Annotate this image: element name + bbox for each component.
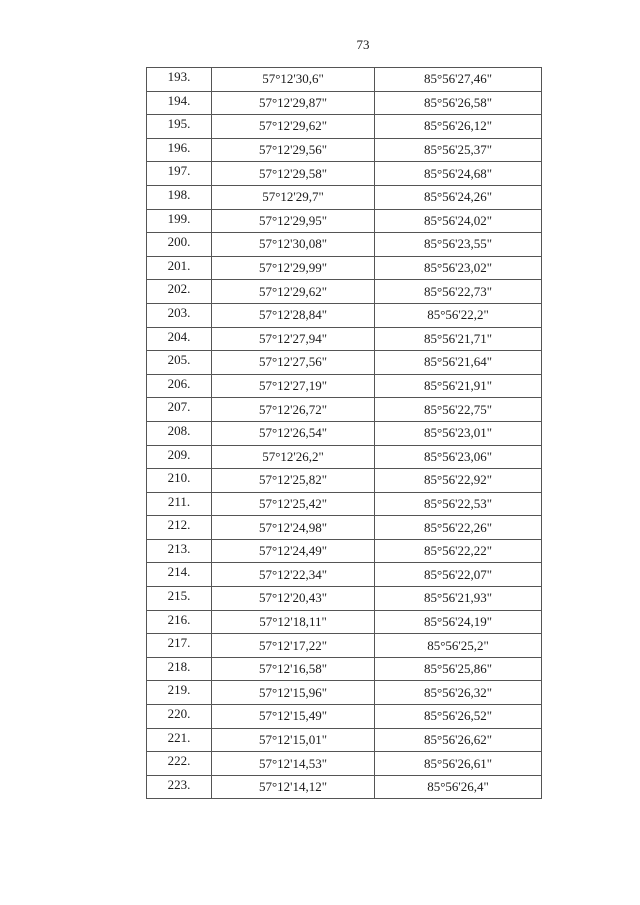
table-row: [147, 327, 542, 351]
table-row: [147, 233, 542, 257]
point-number: 193.: [147, 68, 212, 92]
table-row: [147, 115, 542, 139]
longitude-cell: 85°56'23,06": [375, 445, 542, 469]
longitude-cell: 85°56'22,92": [375, 469, 542, 493]
table-row: [147, 516, 542, 540]
longitude-cell: 85°56'21,93": [375, 587, 542, 611]
longitude-cell: 85°56'24,02": [375, 209, 542, 233]
latitude-cell: 57°12'28,84": [212, 303, 375, 327]
latitude-cell: 57°12'15,49": [212, 705, 375, 729]
table-row: [147, 256, 542, 280]
latitude-cell: 57°12'15,01": [212, 728, 375, 752]
longitude-cell: 85°56'22,22": [375, 539, 542, 563]
latitude-cell: 57°12'15,96": [212, 681, 375, 705]
point-number: 217.: [147, 634, 212, 658]
point-number: 214.: [147, 563, 212, 587]
point-number: 208.: [147, 421, 212, 445]
latitude-cell: 57°12'26,54": [212, 421, 375, 445]
latitude-cell: 57°12'29,7": [212, 185, 375, 209]
latitude-cell: 57°12'25,42": [212, 492, 375, 516]
table-row: [147, 469, 542, 493]
point-number: 202.: [147, 280, 212, 304]
table-row: [147, 681, 542, 705]
table-row: [147, 657, 542, 681]
latitude-cell: 57°12'18,11": [212, 610, 375, 634]
longitude-cell: 85°56'25,2": [375, 634, 542, 658]
point-number: 194.: [147, 91, 212, 115]
longitude-cell: 85°56'26,58": [375, 91, 542, 115]
longitude-cell: 85°56'26,4": [375, 775, 542, 799]
table-row: [147, 138, 542, 162]
longitude-cell: 85°56'23,01": [375, 421, 542, 445]
table-row: [147, 634, 542, 658]
table-row: [147, 728, 542, 752]
longitude-cell: 85°56'24,68": [375, 162, 542, 186]
longitude-cell: 85°56'21,71": [375, 327, 542, 351]
coordinates-table: [146, 67, 542, 799]
table-row: [147, 492, 542, 516]
point-number: 197.: [147, 162, 212, 186]
longitude-cell: 85°56'23,02": [375, 256, 542, 280]
latitude-cell: 57°12'29,58": [212, 162, 375, 186]
point-number: 198.: [147, 185, 212, 209]
longitude-cell: 85°56'22,75": [375, 398, 542, 422]
latitude-cell: 57°12'24,49": [212, 539, 375, 563]
point-number: 219.: [147, 681, 212, 705]
point-number: 204.: [147, 327, 212, 351]
latitude-cell: 57°12'22,34": [212, 563, 375, 587]
table-row: [147, 185, 542, 209]
table-row: [147, 162, 542, 186]
point-number: 203.: [147, 303, 212, 327]
longitude-cell: 85°56'22,26": [375, 516, 542, 540]
longitude-cell: 85°56'22,53": [375, 492, 542, 516]
table-row: [147, 303, 542, 327]
table-row: [147, 209, 542, 233]
table-row: [147, 563, 542, 587]
table-row: [147, 280, 542, 304]
point-number: 212.: [147, 516, 212, 540]
latitude-cell: 57°12'20,43": [212, 587, 375, 611]
point-number: 218.: [147, 657, 212, 681]
point-number: 222.: [147, 752, 212, 776]
longitude-cell: 85°56'26,62": [375, 728, 542, 752]
table-row: [147, 68, 542, 92]
point-number: 196.: [147, 138, 212, 162]
latitude-cell: 57°12'27,19": [212, 374, 375, 398]
table-row: [147, 398, 542, 422]
point-number: 221.: [147, 728, 212, 752]
latitude-cell: 57°12'27,94": [212, 327, 375, 351]
page-number: 73: [356, 37, 370, 52]
latitude-cell: 57°12'30,08": [212, 233, 375, 257]
longitude-cell: 85°56'26,12": [375, 115, 542, 139]
point-number: 215.: [147, 587, 212, 611]
table-row: [147, 351, 542, 375]
table-row: [147, 752, 542, 776]
latitude-cell: 57°12'29,62": [212, 115, 375, 139]
table-row: [147, 775, 542, 799]
longitude-cell: 85°56'22,73": [375, 280, 542, 304]
table-row: [147, 610, 542, 634]
latitude-cell: 57°12'29,62": [212, 280, 375, 304]
latitude-cell: 57°12'24,98": [212, 516, 375, 540]
latitude-cell: 57°12'29,99": [212, 256, 375, 280]
point-number: 201.: [147, 256, 212, 280]
table-row: [147, 421, 542, 445]
point-number: 211.: [147, 492, 212, 516]
point-number: 199.: [147, 209, 212, 233]
latitude-cell: 57°12'29,87": [212, 91, 375, 115]
latitude-cell: 57°12'14,12": [212, 775, 375, 799]
latitude-cell: 57°12'17,22": [212, 634, 375, 658]
point-number: 220.: [147, 705, 212, 729]
longitude-cell: 85°56'26,32": [375, 681, 542, 705]
table-row: [147, 587, 542, 611]
longitude-cell: 85°56'26,52": [375, 705, 542, 729]
table-row: [147, 539, 542, 563]
point-number: 200.: [147, 233, 212, 257]
point-number: 213.: [147, 539, 212, 563]
longitude-cell: 85°56'22,07": [375, 563, 542, 587]
longitude-cell: 85°56'25,37": [375, 138, 542, 162]
longitude-cell: 85°56'24,26": [375, 185, 542, 209]
table-row: [147, 374, 542, 398]
point-number: 205.: [147, 351, 212, 375]
latitude-cell: 57°12'29,56": [212, 138, 375, 162]
point-number: 210.: [147, 469, 212, 493]
point-number: 209.: [147, 445, 212, 469]
longitude-cell: 85°56'23,55": [375, 233, 542, 257]
longitude-cell: 85°56'21,91": [375, 374, 542, 398]
latitude-cell: 57°12'29,95": [212, 209, 375, 233]
point-number: 223.: [147, 775, 212, 799]
latitude-cell: 57°12'16,58": [212, 657, 375, 681]
latitude-cell: 57°12'27,56": [212, 351, 375, 375]
point-number: 206.: [147, 374, 212, 398]
point-number: 216.: [147, 610, 212, 634]
coordinates-table-body: [147, 68, 542, 799]
longitude-cell: 85°56'21,64": [375, 351, 542, 375]
table-row: [147, 91, 542, 115]
latitude-cell: 57°12'30,6": [212, 68, 375, 92]
point-number: 207.: [147, 398, 212, 422]
longitude-cell: 85°56'27,46": [375, 68, 542, 92]
longitude-cell: 85°56'22,2": [375, 303, 542, 327]
table-row: [147, 445, 542, 469]
longitude-cell: 85°56'24,19": [375, 610, 542, 634]
latitude-cell: 57°12'14,53": [212, 752, 375, 776]
longitude-cell: 85°56'25,86": [375, 657, 542, 681]
point-number: 195.: [147, 115, 212, 139]
latitude-cell: 57°12'26,2": [212, 445, 375, 469]
longitude-cell: 85°56'26,61": [375, 752, 542, 776]
table-row: [147, 705, 542, 729]
latitude-cell: 57°12'25,82": [212, 469, 375, 493]
latitude-cell: 57°12'26,72": [212, 398, 375, 422]
